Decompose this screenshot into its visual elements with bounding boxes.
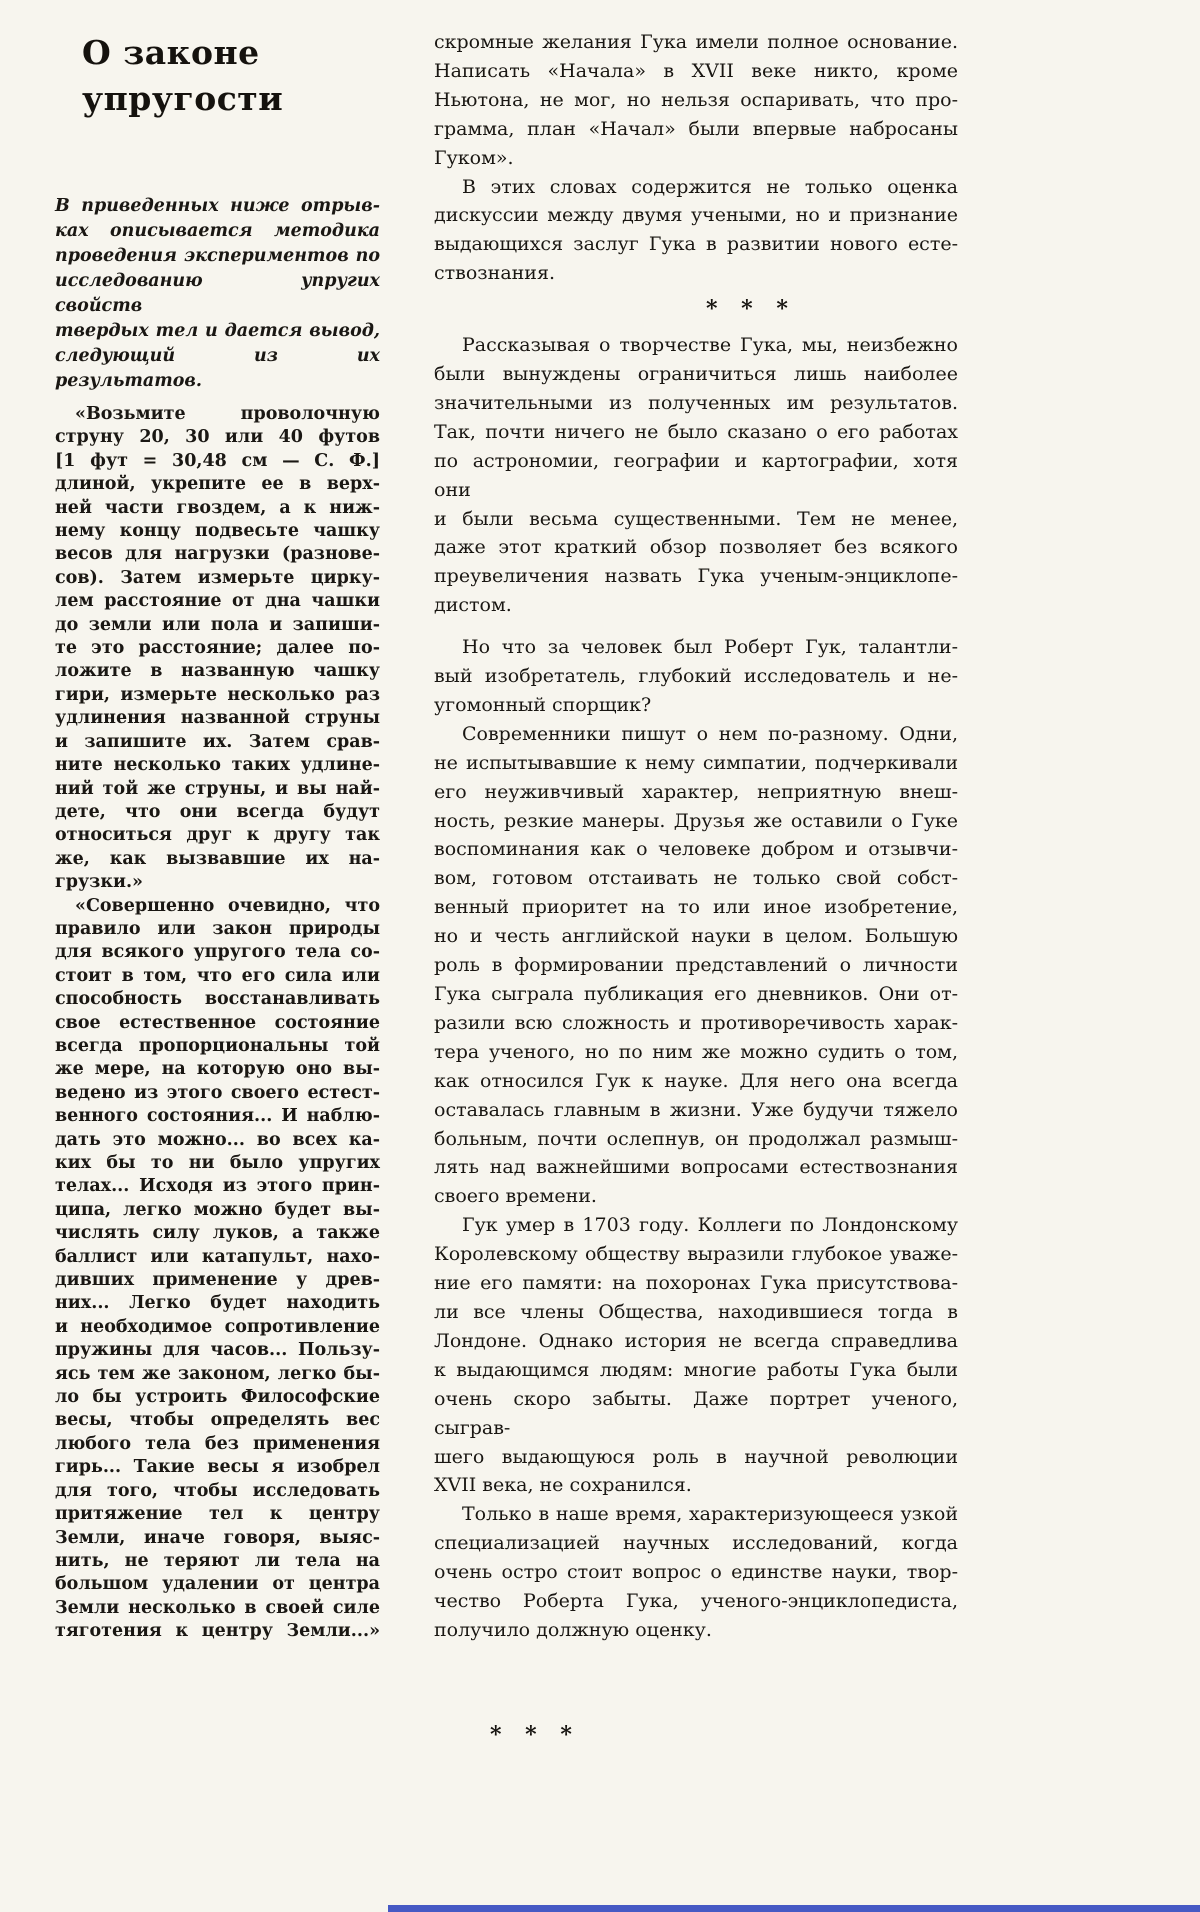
body-paragraph <box>434 633 958 720</box>
text-line: Королевскому обществу выразили глубокое уваже- <box>434 1243 958 1266</box>
left-column <box>55 30 380 1644</box>
body-paragraph <box>434 720 958 1211</box>
text-line: получило должную оценку. <box>434 1618 712 1641</box>
body-paragraph <box>434 1211 958 1500</box>
text-line: длиной, укрепите ее в верх- <box>55 474 380 495</box>
text-line: угомонный спорщик? <box>434 693 652 716</box>
text-line: ках описывается методика <box>55 221 380 241</box>
text-line: дивших применение у древ- <box>55 1270 380 1291</box>
text-line: «Совершенно очевидно, что <box>75 895 380 916</box>
text-line: его неуживчивый характер, неприятную внеш- <box>434 780 958 803</box>
text-line: дете, что они всегда будут <box>55 801 380 822</box>
right-column <box>434 28 958 1757</box>
text-line: воспоминания как о человеке добром и отзывчи- <box>434 838 958 861</box>
text-line: ких бы то ни было упругих <box>55 1153 380 1173</box>
text-line: [1 фут = 30,48 см — С. Ф.] <box>55 450 380 471</box>
text-line: Земли, иначе говоря, выяс- <box>55 1527 380 1548</box>
text-line: XVII века, не сохранился. <box>434 1474 692 1497</box>
intro-paragraph <box>55 194 380 394</box>
text-line: до земли или пола и запиши- <box>55 614 380 635</box>
text-line: ствознания. <box>434 262 555 285</box>
body-paragraph <box>434 28 958 173</box>
article-title-line: упругости <box>82 79 284 118</box>
bottom-accent-bar <box>388 1905 1200 1912</box>
text-line: Написать «Начала» в XVII веке никто, кроме <box>434 59 958 82</box>
text-line: ней части гвоздем, а к ниж- <box>55 497 380 518</box>
section-separator: * * * <box>490 1721 572 1748</box>
text-line: большом удалении от центра <box>55 1574 380 1595</box>
text-line: чество Роберта Гука, ученого-энциклопедиста, <box>434 1590 958 1613</box>
article-title <box>55 30 380 122</box>
text-line: стоит в том, что его сила или <box>55 965 380 986</box>
text-line: Земли несколько в своей силе <box>55 1597 380 1618</box>
text-line: всегда пропорциональны той <box>55 1035 380 1056</box>
text-line: нить, не теряют ли тела на <box>55 1550 380 1571</box>
text-line: и были весьма существенными. Тем не менее, <box>434 507 958 530</box>
text-line: значительными из полученных им результатов. <box>434 391 958 414</box>
text-line: венный приоритет на то или иное изобретение, <box>434 896 958 919</box>
text-line: Современники пишут о нем по-разному. Одни, <box>462 722 958 745</box>
text-line: Гука сыграла публикация его дневников. Они от- <box>434 983 958 1005</box>
text-line: оставалась главным в жизни. Уже будучи тяжело <box>434 1098 958 1121</box>
text-line: даже этот краткий обзор позволяет без всякого <box>434 536 958 559</box>
body-paragraph <box>434 1500 958 1645</box>
text-line: и необходимое сопротивление <box>55 1316 380 1337</box>
text-line: телах... Исходя из этого прин- <box>55 1176 380 1197</box>
text-line: выдающихся заслуг Гука в развитии нового есте- <box>434 233 958 256</box>
text-line: струну 20, 30 или 40 футов <box>55 427 380 448</box>
text-line: больным, почти ослепнув, он продолжал размыш- <box>434 1127 958 1150</box>
text-line: и запишите их. Затем срав- <box>55 731 380 752</box>
text-line: роль в формировании представлений о личности <box>434 954 958 977</box>
text-line: В этих словах содержится не только оценка <box>462 175 958 198</box>
text-line: ципа, легко можно будет вы- <box>55 1199 380 1220</box>
text-line: ведено из этого своего естест- <box>55 1082 380 1103</box>
text-line: не испытывавшие к нему симпатии, подчеркивали <box>434 751 958 774</box>
text-line: Гук умер в 1703 году. Коллеги по Лондонскому <box>462 1214 958 1237</box>
text-line: ний той же струны, и вы най- <box>55 778 380 799</box>
text-line: своего времени. <box>434 1185 597 1208</box>
text-line: нему концу подвесьте чашку <box>55 521 380 542</box>
text-line: разили всю сложность и противоречивость харак- <box>434 1011 958 1034</box>
text-line: гирь... Такие весы я изобрел <box>55 1457 380 1478</box>
text-line: преувеличения назвать Гука ученым-энциклопе- <box>434 565 958 588</box>
text-line: лять над важнейшими вопросами естествознания <box>434 1156 958 1179</box>
text-line: Ньютона, не мог, но нельзя оспаривать, что про- <box>434 88 958 111</box>
text-line: ние его памяти: на похоронах Гука присутствова- <box>434 1272 958 1295</box>
text-line: по астрономии, географии и картографии, хотя они <box>434 449 958 501</box>
text-line: Так, почти ничего не было сказано о его работах <box>434 420 958 443</box>
text-line: вом, готовом отстаивать не только свой собст- <box>434 867 958 890</box>
text-line: тяготения к центру Земли...» <box>55 1621 380 1642</box>
text-line: твердых тел и дается вывод, <box>55 321 380 341</box>
text-line: исследованию упругих свойств <box>55 271 380 316</box>
text-line: весов для нагрузки (разнове- <box>55 544 380 565</box>
text-line: для того, чтобы исследовать <box>55 1480 380 1501</box>
text-line: очень остро стоит вопрос о единстве науки, твор- <box>434 1561 958 1584</box>
quote-paragraph <box>55 895 380 1644</box>
text-line: Гуком». <box>434 146 514 169</box>
text-line: Только в наше время, характеризующееся узкой <box>462 1503 958 1526</box>
text-line: удлинения названной струны <box>55 708 380 729</box>
text-line: пружины для часов... Пользу- <box>55 1340 380 1361</box>
text-line: Рассказывая о творчестве Гука, мы, неизбежно <box>462 334 958 357</box>
text-line: проведения экспериментов по <box>55 246 380 266</box>
text-line: вый изобретатель, глубокий исследователь и не- <box>434 665 958 688</box>
text-line: свое естественное состояние <box>55 1012 380 1033</box>
text-line: баллист или катапульт, нахо- <box>55 1246 380 1267</box>
text-line: относиться друг к другу так <box>55 825 380 846</box>
text-line: них... Легко будет находить <box>55 1293 380 1314</box>
text-line: были вынуждены ограничиться лишь наиболее <box>434 362 958 385</box>
text-line: дистом. <box>434 594 512 617</box>
text-line: те это расстояние; далее по- <box>55 638 380 659</box>
left-body-text <box>55 403 380 1644</box>
text-line: грузки.» <box>55 872 143 893</box>
text-line: весы, чтобы определять вес <box>55 1410 380 1431</box>
text-line: Но что за человек был Роберт Гук, талантли- <box>462 636 958 659</box>
text-line: правило или закон природы <box>55 918 380 939</box>
text-line: сов). Затем измерьте цирку- <box>55 567 380 588</box>
text-line: В приведенных ниже отрыв- <box>55 196 380 216</box>
text-line: ясь тем же законом, легко бы- <box>55 1363 380 1384</box>
text-line: числять силу луков, а также <box>55 1223 380 1244</box>
text-line: любого тела без применения <box>55 1433 380 1454</box>
text-line: же мере, на которую оно вы- <box>55 1059 380 1080</box>
body-paragraph <box>434 173 958 289</box>
article-title-line: О законе <box>82 33 260 72</box>
text-line: же, как вызвавшие их на- <box>55 848 380 869</box>
body-paragraph <box>434 331 958 620</box>
text-line: шего выдающуюся роль в научной революции <box>434 1445 958 1468</box>
text-line: скромные желания Гука имели полное основание. <box>434 31 958 53</box>
section-separator: * * * <box>706 296 788 323</box>
text-line: ли все члены Общества, находившиеся тогда в <box>434 1300 958 1323</box>
text-line: притяжение тел к центру <box>55 1504 380 1525</box>
text-line: ложите в названную чашку <box>55 661 380 682</box>
text-line: тера ученого, но по ним же можно судить о том, <box>434 1040 958 1063</box>
text-line: Лондоне. Однако история не всегда справедлива <box>434 1329 958 1352</box>
text-line: дать это можно... во всех ка- <box>55 1129 380 1150</box>
text-line: гири, измерьте несколько раз <box>55 684 380 705</box>
text-line: лем расстояние от дна чашки <box>55 591 380 612</box>
text-line: ните несколько таких удлине- <box>55 755 380 776</box>
text-line: но и честь английской науки в целом. Большую <box>434 925 958 948</box>
text-line: ность, резкие манеры. Друзья же оставили о Гуке <box>434 809 958 832</box>
text-line: для всякого упругого тела со- <box>55 942 380 963</box>
text-line: дискуссии между двумя учеными, но и признание <box>434 204 958 227</box>
text-line: специализацией научных исследований, когда <box>434 1532 958 1555</box>
text-line: ло бы устроить Философские <box>55 1387 380 1408</box>
text-line: как относился Гук к науке. Для него она всегда <box>434 1069 958 1092</box>
text-line: способность восстанавливать <box>55 989 380 1010</box>
text-line: грамма, план «Начал» были впервые набросаны <box>434 117 958 140</box>
text-line: «Возьмите проволочную <box>75 404 380 424</box>
text-line: венного состояния... И наблю- <box>55 1106 380 1127</box>
text-line: к выдающимся людям: многие работы Гука были <box>434 1358 958 1381</box>
text-line: очень скоро забыты. Даже портрет ученого, сыграв- <box>434 1387 958 1439</box>
text-line: следующий из их результатов. <box>55 346 380 391</box>
quote-paragraph <box>55 403 380 895</box>
